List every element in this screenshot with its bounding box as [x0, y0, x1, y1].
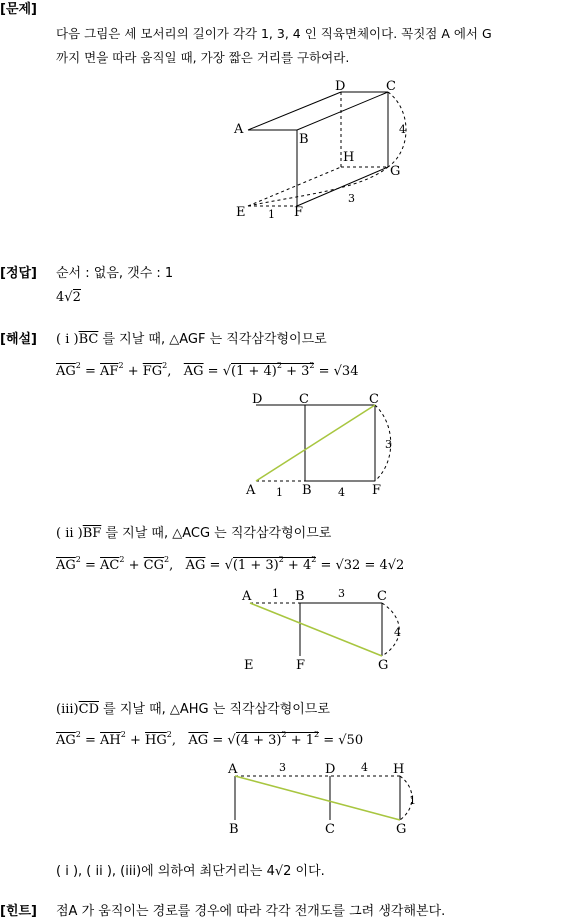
problem-line-1: 다음 그림은 세 모서리의 길이가 각각 1, 3, 4 인 직육면체이다. 꼭짓점 A 에서 G — [56, 26, 492, 41]
problem-line-2: 까지 면을 따라 움직일 때, 가장 짧은 거리를 구하여라. — [56, 50, 350, 65]
eq-AG: $\overline{AG}$ — [56, 364, 76, 379]
c3-label-D: D — [325, 762, 336, 777]
c1-label-C-left: C — [299, 392, 309, 407]
case3-segment: $\overline{CD}$ — [78, 702, 99, 717]
eq3-AG: $\overline{AG}$ — [56, 733, 76, 748]
c1-label-D: D — [252, 392, 263, 407]
c3-len-1: 1 — [409, 794, 416, 807]
box-label-G: G — [390, 164, 401, 179]
c3-len-3: 3 — [279, 761, 286, 774]
problem-tag: [문제] — [0, 2, 37, 17]
solution-tag: [해설] — [0, 332, 37, 347]
case3-text: 를 지날 때, △AHG 는 직각삼각형이므로 — [99, 702, 330, 717]
answer-line-1: 순서 : 없음, 갯수 : 1 — [56, 266, 174, 281]
case2-text: 를 지날 때, △ACG 는 직각삼각형이므로 — [101, 526, 332, 541]
case1-label: ( i ) — [56, 332, 79, 347]
eq3-tail: + 1 — [286, 733, 315, 748]
eq-inner: (1 + 4) — [231, 364, 277, 379]
case3-equation: $\overline{AG}^2 = \overline{AH}^2 + \overline{HG}^2$, $\overline{AG} = √(4 + 3)^2 + 1^2 = √50$ — [56, 730, 364, 748]
box-length-1: 1 — [268, 208, 275, 221]
case1-segment: $\overline{BC}$ — [78, 332, 99, 347]
c2-label-F: F — [296, 658, 306, 673]
c3-label-G: G — [396, 822, 407, 837]
c1-label-B: B — [302, 483, 312, 498]
eq2-CG: $\overline{CG}$ — [143, 558, 164, 573]
c2-label-E: E — [244, 658, 254, 673]
eq2-result: = √32 = 4√2 — [320, 558, 405, 573]
radical-sign: √ — [64, 290, 73, 305]
answer-coef: 4 — [56, 290, 65, 305]
box-label-C: C — [386, 79, 396, 94]
c1-label-C-right: C — [369, 392, 379, 407]
answer-tag: [정답] — [0, 266, 37, 281]
c2-len-1: 1 — [272, 587, 279, 600]
c2-label-G: G — [378, 658, 389, 673]
conclusion: ( i ), ( ii ), (iii)에 의하여 최단거리는 4√2 이다. — [56, 864, 325, 879]
hint-text: 점A 가 움직이는 경로를 경우에 따라 각각 전개도를 그려 생각해본다. — [56, 904, 446, 919]
eq2-AG-2: $\overline{AG}$ — [185, 558, 206, 573]
c3-label-B: B — [229, 822, 239, 837]
box-label-H: H — [343, 150, 355, 165]
c2-len-3: 3 — [338, 587, 345, 600]
hint-tag: [힌트] — [0, 904, 37, 919]
eq3-AH: $\overline{AH}$ — [100, 733, 121, 748]
case1-text: 를 지날 때, △AGF 는 직각삼각형이므로 — [98, 332, 327, 347]
eq-AF: $\overline{AF}$ — [100, 364, 119, 379]
eq2-AG: $\overline{AG}$ — [56, 558, 76, 573]
case1-equation: $\overline{AG}^2 = \overline{AF}^2 + \overline{FG}^2$, $\overline{AG} = √(1 + 4)^2 + 3^2 = √34$ — [56, 361, 359, 379]
c1-label-A: A — [246, 483, 256, 498]
case2-label: ( ii ) — [56, 526, 83, 541]
c3-label-C: C — [325, 822, 335, 837]
c1-len-1: 1 — [276, 486, 283, 499]
box-label-B: B — [299, 132, 309, 147]
box-length-4: 4 — [399, 123, 406, 136]
c2-label-A: A — [242, 589, 252, 604]
c3-label-A: A — [228, 762, 238, 777]
box-label-D: D — [335, 79, 346, 94]
c2-len-4: 4 — [394, 626, 401, 639]
c1-len-4: 4 — [338, 486, 345, 499]
eq-result: = √34 — [318, 364, 359, 379]
eq3-AG-2: $\overline{AG}$ — [188, 733, 209, 748]
box-length-3: 3 — [348, 192, 355, 205]
eq3-inner: (4 + 3) — [235, 733, 282, 748]
eq2-AC: $\overline{AC}$ — [100, 558, 120, 573]
eq-AG-2: $\overline{AG}$ — [183, 364, 204, 379]
c1-label-F: F — [372, 483, 382, 498]
eq-tail: + 3 — [281, 364, 310, 379]
c2-label-C: C — [377, 589, 387, 604]
c3-label-H: H — [393, 762, 405, 777]
case2-segment: $\overline{BF}$ — [82, 526, 102, 541]
c1-len-3: 3 — [385, 438, 392, 451]
c2-label-B: B — [295, 589, 305, 604]
answer-radicand: 2 — [72, 290, 81, 305]
box-label-E: E — [236, 205, 246, 220]
case2-equation: $\overline{AG}^2 = \overline{AC}^2 + \overline{CG}^2$, $\overline{AG} = √(1 + 3)^2 + 4^2 = √32 = 4√2$ — [56, 555, 405, 573]
eq-FG: $\overline{FG}$ — [142, 364, 163, 379]
eq2-inner: (1 + 3) — [232, 558, 279, 573]
case3-label: (iii) — [56, 702, 79, 717]
eq3-HG: $\overline{HG}$ — [145, 733, 167, 748]
box-label-A: A — [234, 122, 244, 137]
box-label-F: F — [294, 205, 304, 220]
eq2-tail: + 4 — [283, 558, 312, 573]
eq3-result: = √50 — [323, 733, 364, 748]
c3-len-4: 4 — [361, 761, 368, 774]
